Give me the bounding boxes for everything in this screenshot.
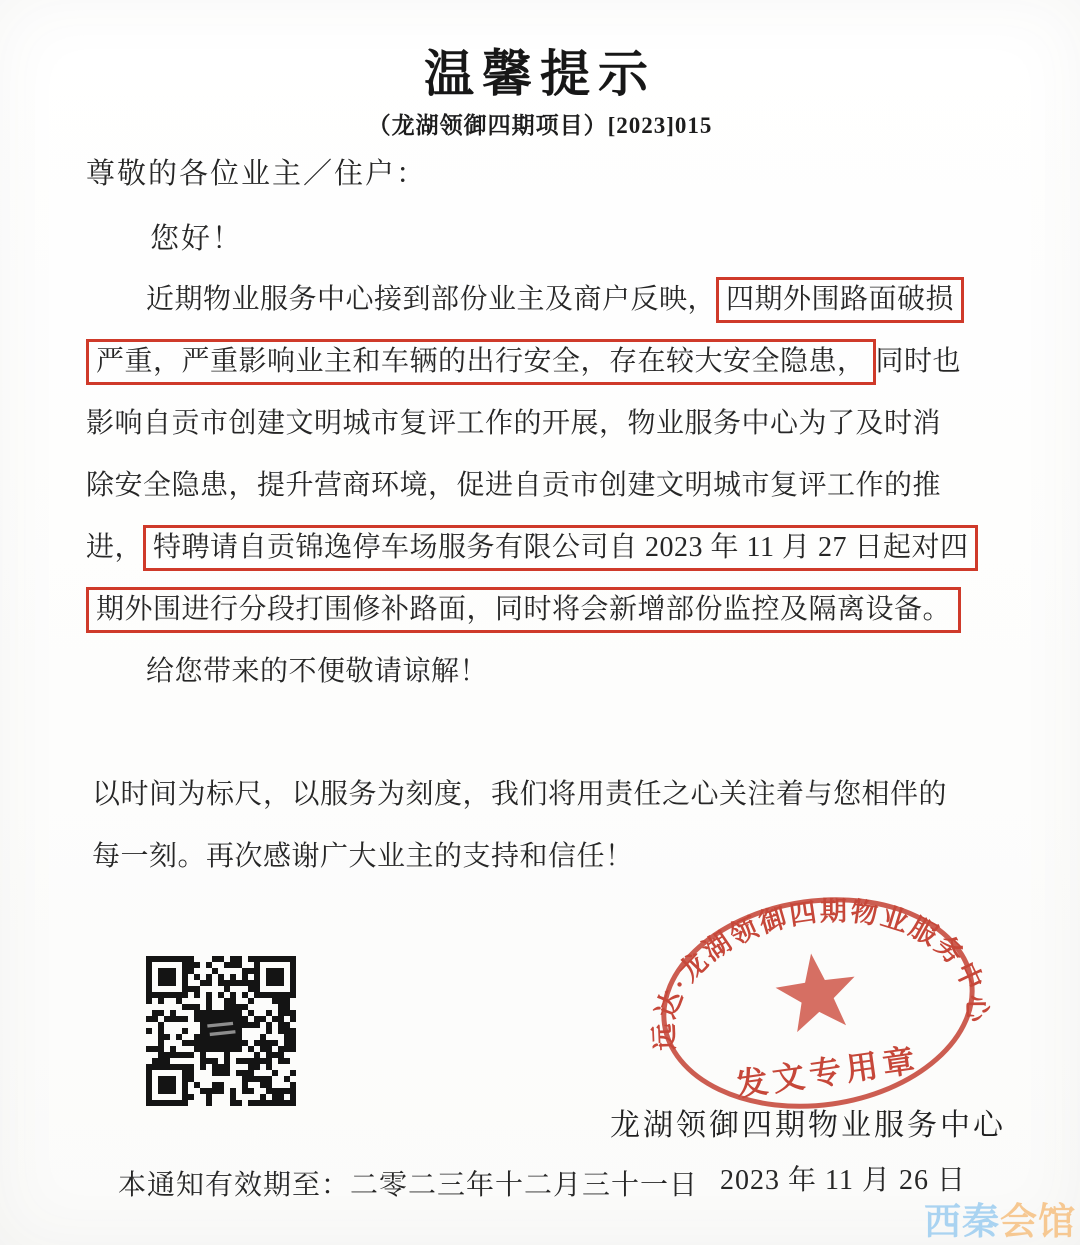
watermark-part-blue: 西秦: [924, 1201, 1000, 1242]
watermark-part-orange: 会馆: [1000, 1201, 1076, 1242]
body-line: [86, 455, 991, 517]
document-number: （龙湖领御四期项目）[2023]015: [367, 113, 713, 138]
body-text: 给您带来的不便敬请谅解！: [146, 656, 489, 687]
stamp-arc-text: 远达·龙湖领御四期物业服务中心: [648, 896, 992, 1052]
official-stamp: [634, 867, 1002, 1138]
body-line: [86, 331, 991, 393]
body-paragraph: [86, 269, 991, 703]
validity-line: 本通知有效期至：二零二三年十二月三十一日: [118, 1170, 699, 1201]
body-line: [86, 393, 991, 455]
page-title: 温馨提示: [424, 46, 656, 102]
closing-line: 每一刻。再次感谢广大业主的支持和信任！: [92, 841, 634, 872]
site-watermark: [924, 1191, 1076, 1245]
greeting: 您好！: [150, 223, 244, 255]
salutation: 尊敬的各位业主／住户：: [86, 158, 428, 190]
body-text: 影响自贡市创建文明城市复评工作的开展，物业服务中心为了及时消: [86, 408, 942, 439]
qr-code-svg: [146, 956, 296, 1106]
body-line: [86, 517, 991, 579]
body-line: [86, 269, 991, 331]
stamp-center-text: 发文专用章: [733, 1041, 922, 1104]
body-text: 除安全隐患，提升营商环境，促进自贡市创建文明城市复评工作的推: [86, 470, 942, 501]
qr-code-icon: [146, 956, 296, 1111]
body-line: [86, 579, 991, 641]
body-line: [86, 641, 991, 703]
highlighted-text: 四期外围路面破损: [716, 277, 964, 323]
closing-line: 以时间为标尺，以服务为刻度，我们将用责任之心关注着与您相伴的: [92, 779, 948, 810]
issue-date: 2023 年 11 月 26 日: [720, 1165, 966, 1196]
star-icon: [772, 948, 862, 1034]
body-text: 进，: [86, 532, 144, 563]
highlighted-text: 期外围进行分段打围修补路面，同时将会新增部份监控及隔离设备。: [86, 587, 961, 633]
highlighted-text: 严重，严重影响业主和车辆的出行安全，存在较大安全隐患，: [86, 339, 876, 385]
highlighted-text: 特聘请自贡锦逸停车场服务有限公司自 2023 年 11 月 27 日起对四: [143, 525, 978, 571]
body-text: 近期物业服务中心接到部份业主及商户反映，: [146, 284, 717, 315]
closing-paragraph: [92, 764, 947, 888]
signature-line: 龙湖领御四期物业服务中心: [610, 1109, 1006, 1142]
body-text: 同时也: [875, 346, 962, 377]
